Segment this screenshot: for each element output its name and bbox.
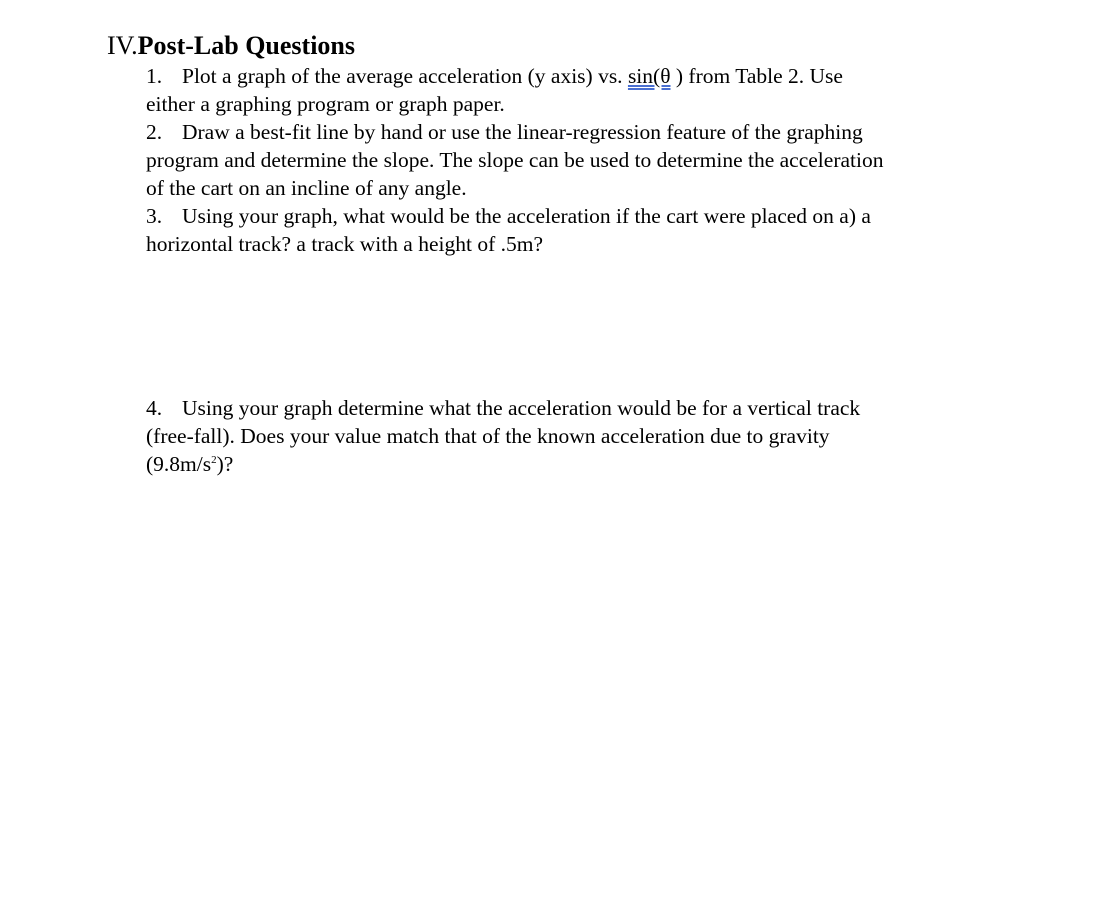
question-2-text: Draw a best-fit line by hand or use the linear-regression feature of the graphing (182, 120, 863, 144)
question-3-number: 3. (146, 204, 163, 228)
question-3-line-2: horizontal track? a track with a height of .5m? (146, 232, 543, 256)
question-1-text-b: ) from Table 2. Use (670, 64, 843, 88)
questions-block-4 (146, 394, 996, 478)
questions-block-1-3 (146, 62, 996, 258)
question-2-line-3: of the cart on an incline of any angle. (146, 176, 467, 200)
section-heading (107, 30, 355, 62)
question-1-line-2: either a graphing program or graph paper. (146, 92, 505, 116)
question-4-text: Using your graph determine what the acceleration would be for a vertical track (182, 396, 861, 420)
question-3-line-1 (146, 202, 996, 230)
gravity-value-end: )? (216, 452, 234, 476)
exponent: 2 (211, 454, 217, 466)
question-1-line-1 (146, 62, 996, 90)
question-2-line-1 (146, 118, 996, 146)
question-2-number: 2. (146, 120, 163, 144)
question-4-line-1 (146, 394, 996, 422)
question-2-line-2: program and determine the slope. The slope can be used to determine the acceleration (146, 148, 884, 172)
question-1-number: 1. (146, 64, 163, 88)
question-4-line-3 (146, 450, 996, 478)
section-title: Post-Lab Questions (137, 31, 356, 60)
gravity-value: (9.8m/s (146, 452, 212, 476)
sin-theta-spellcheck: sin(θ (627, 64, 671, 88)
question-1-text-a: Plot a graph of the average acceleration (y axis) vs. (182, 64, 628, 88)
question-4-line-2: (free-fall). Does your value match that of the known acceleration due to gravity (146, 424, 830, 448)
question-3-text: Using your graph, what would be the acceleration if the cart were placed on a) a (182, 204, 871, 228)
question-4-number: 4. (146, 396, 163, 420)
section-number: IV. (107, 31, 138, 60)
